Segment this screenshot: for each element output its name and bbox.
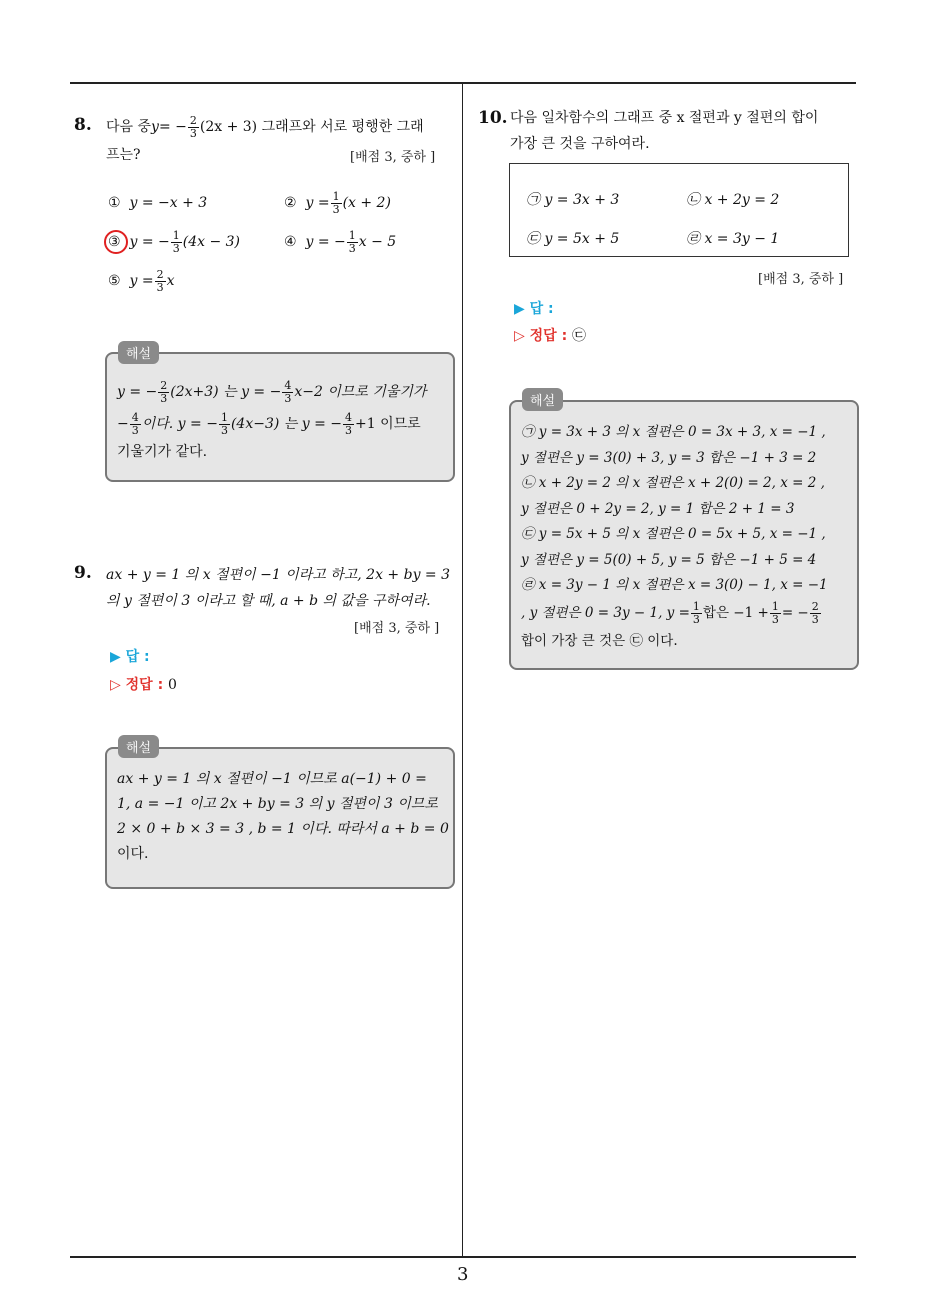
- text-seg: (2x + 3) 그래프와 서로 평행한 그래: [199, 119, 424, 135]
- correct-answer-label: ▷ 정답 : 0: [110, 677, 177, 693]
- correct-answer-value: 0: [168, 677, 177, 693]
- score-meta: [배점 3, 중하 ]: [758, 272, 844, 287]
- option-mark: ①: [108, 195, 121, 211]
- option-text: x − 5: [358, 234, 397, 250]
- fraction: $\frac{4}{3}$: [284, 378, 292, 405]
- correct-answer-value: ㉢: [572, 328, 587, 344]
- fraction: $\frac{2}{3}$: [189, 113, 197, 140]
- solution-body: ㉠ y = 3x + 3 의 x 절편은 0 = 3x + 3, x = −1 , y 절편은 y = 3(0) + 3, y = 3 합은 −1 + 3 = 2 ㉡ x + 2y = 2 의 x 절편은 x + 2(0) = 2, x = 2 , y 절편은 0 + 2y = 2, y = 1 합은 2 + 1 = 3 ㉢ y = 5x + 5 의 x 절편은 0 = 5x + 5, x = −1 , y 절편은 y = 5(0) + 5, y = 5 합은 −1 + 5 = 4 ㉣ x = 3y − 1 의 x 절편은 x = 3(0) − 1, x = −1 , y 절편은 0 = 3y − 1, y = $\frac{1}{3}$ 합은 −1 + $\frac{1}{3}$ = − $\frac{2}{3}$ 합이 가장 큰 것은 ㉢ 이다.: [521, 424, 828, 649]
- text-seg: 다음 중: [106, 119, 152, 135]
- solution-tag: 해설: [118, 341, 159, 364]
- option-text: y =: [305, 195, 330, 211]
- option-text: y = −: [129, 234, 170, 250]
- solution-box: [105, 747, 455, 889]
- score-meta: [배점 3, 중하 ]: [350, 150, 436, 165]
- question-text: [510, 105, 860, 157]
- solution-box: [509, 400, 859, 670]
- text-seg: y: [151, 119, 159, 135]
- score-meta: [배점 3, 중하 ]: [354, 621, 440, 636]
- bottom-rule: [70, 1256, 856, 1258]
- option-1[interactable]: [108, 188, 207, 218]
- choice-item[interactable]: ㉠ y = 3x + 3: [526, 192, 620, 208]
- selected-answer-circle-icon: [104, 230, 128, 254]
- fraction: $\frac{4}{3}$: [131, 410, 139, 437]
- page-number: 3: [457, 1264, 469, 1285]
- choice-item[interactable]: ㉢ y = 5x + 5: [526, 231, 620, 247]
- fraction: $\frac{4}{3}$: [345, 410, 353, 437]
- correct-answer-label: ▷ 정답 : ㉢: [514, 328, 587, 344]
- fraction: $\frac{1}{3}$: [348, 228, 356, 255]
- option-4[interactable]: [284, 227, 396, 257]
- choice-item[interactable]: ㉣ x = 3y − 1: [686, 231, 780, 247]
- option-text: (x + 2): [342, 195, 391, 211]
- solution-box: [105, 352, 455, 482]
- solution-body: y = − $\frac{2}{3}$ (2x+3) 는 y = − $\frac{4}{3}$ x−2 이므로 기울기가 − $\frac{4}{3}$ 이다. y = − $\frac{1}{3}$ (4x−3) 는 y = − $\frac{4}{3}$ +1 이므로 기울기가 같다.: [117, 378, 427, 460]
- option-text: (4x − 3): [182, 234, 241, 250]
- question-number: 8.: [74, 115, 92, 135]
- fraction: $\frac{1}{3}$: [220, 410, 228, 437]
- fraction: $\frac{2}{3}$: [156, 267, 164, 294]
- choices-box: [509, 163, 849, 257]
- fraction: $\frac{1}{3}$: [332, 189, 340, 216]
- text-line: 다음 일차함수의 그래프 중 x 절편과 y 절편의 합이: [510, 110, 819, 126]
- fraction: $\frac{1}{3}$: [771, 600, 779, 626]
- option-5[interactable]: [108, 266, 174, 296]
- option-mark: ④: [284, 234, 297, 250]
- option-text: x: [166, 273, 175, 289]
- text-seg: = −: [158, 119, 187, 135]
- option-mark: ②: [284, 195, 297, 211]
- option-text: y = −: [305, 234, 346, 250]
- solution-tag: 해설: [118, 735, 159, 758]
- text-line: 가장 큰 것을 구하여라.: [510, 136, 650, 152]
- solution-body: ax + y = 1 의 x 절편이 −1 이므로 a(−1) + 0 = 1, a = −1 이고 2x + by = 3 의 y 절편이 3 이므로 2 × 0 + b × 3 = 3 , b = 1 이다. 따라서 a + b = 0 이다.: [117, 771, 449, 862]
- option-mark: ⑤: [108, 273, 121, 289]
- option-mark: ③: [108, 234, 121, 250]
- fraction: $\frac{1}{3}$: [692, 600, 700, 626]
- answer-input-label[interactable]: ▶ 답 :: [110, 649, 150, 665]
- question-number: 10.: [478, 108, 508, 128]
- fraction: $\frac{2}{3}$: [811, 600, 819, 626]
- center-divider: [462, 82, 463, 1258]
- text-line: ax + y = 1 의 x 절편이 −1 이라고 하고, 2x + by = 3: [106, 567, 451, 583]
- text-line: 프는?: [106, 147, 141, 163]
- choice-item[interactable]: ㉡ x + 2y = 2: [686, 192, 780, 208]
- option-2[interactable]: [284, 188, 391, 218]
- option-text: y =: [129, 273, 154, 289]
- solution-tag: 해설: [522, 388, 563, 411]
- text-line: 의 y 절편이 3 이라고 할 때, a + b 의 값을 구하여라.: [106, 593, 431, 609]
- question-text: [106, 562, 458, 614]
- option-text: y = −x + 3: [129, 195, 208, 211]
- fraction: $\frac{1}{3}$: [172, 228, 180, 255]
- question-number: 9.: [74, 563, 92, 583]
- answer-input-label[interactable]: ▶ 답 :: [514, 301, 554, 317]
- top-rule: [70, 82, 856, 84]
- fraction: $\frac{2}{3}$: [160, 378, 168, 405]
